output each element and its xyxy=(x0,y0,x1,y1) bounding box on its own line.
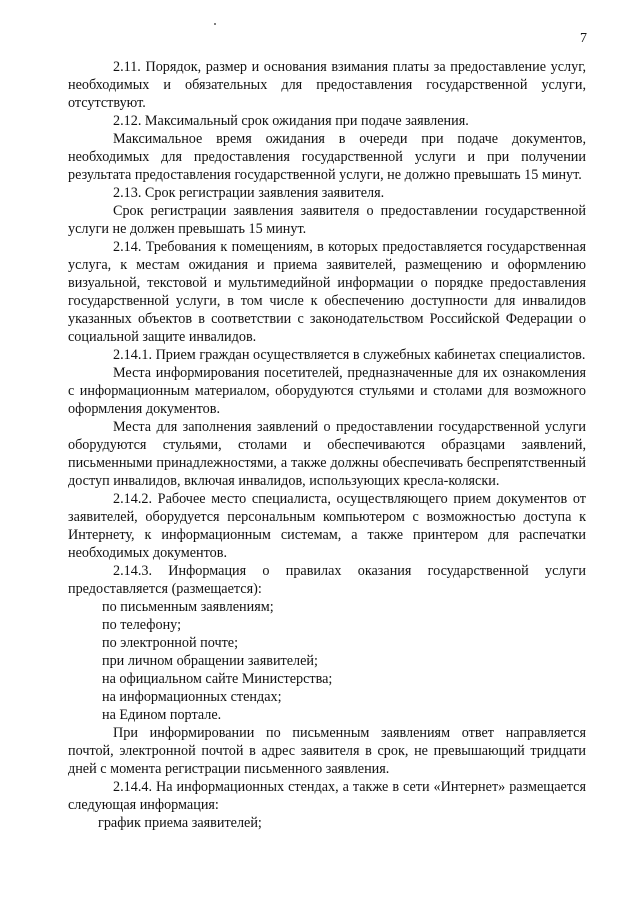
paragraph-2-13: 2.13. Срок регистрации заявления заявителя. xyxy=(113,185,385,201)
paragraph-2-14-4: 2.14.4. На информационных стендах, а также в сети «Интернет» размещается следующая информация: xyxy=(68,779,586,813)
document-body xyxy=(68,58,586,832)
paragraph-2-14-1: 2.14.1. Прием граждан осуществляется в служебных кабинетах специалистов. xyxy=(113,347,586,363)
scan-speck xyxy=(214,23,216,25)
list-item: при личном обращении заявителей; xyxy=(102,653,318,669)
list-item: на официальном сайте Министерства; xyxy=(102,671,333,687)
paragraph-2-12: 2.12. Максимальный срок ожидания при подаче заявления. xyxy=(113,113,469,129)
paragraph-application-places: Места для заполнения заявлений о предоставлении государственной услуги оборудуются стульями, столами и обеспечиваются образцами заявлений, письменными принадлежностями, а также должны обеспечивать беспрепятственный доступ инвалидов, включая инвалидов, использующих кресла-коляски. xyxy=(68,419,586,489)
list-item: по письменным заявлениям; xyxy=(102,599,274,615)
list-item: на Едином портале. xyxy=(102,707,222,723)
paragraph-max-wait: Максимальное время ожидания в очереди при подаче документов, необходимых для предоставления государственной услуги и при получении результата предоставления государственной услуги, не должно превышать 15 минут. xyxy=(68,131,586,183)
paragraph-2-14-3: 2.14.3. Информация о правилах оказания государственной услуги предоставляется (размещается): xyxy=(68,563,586,597)
info-channels-list xyxy=(68,598,586,724)
paragraph-info-places: Места информирования посетителей, предназначенные для их ознакомления с информационным материалом, оборудуются стульями и столами для возможного оформления документов. xyxy=(68,365,586,417)
list-item: по электронной почте; xyxy=(102,635,239,651)
list-item: на информационных стендах; xyxy=(102,689,282,705)
paragraph-2-14: 2.14. Требования к помещениям, в которых предоставляется государственная услуга, к местам ожидания и приема заявителей, размещению и оформлению визуальной, текстовой и мультимедийной информации о порядке предоставления государственной услуги, в том числе к обеспечению доступности для инвалидов указанных объектов в соответствии с законодательством Российской Федерации о социальной защите инвалидов. xyxy=(68,239,586,345)
paragraph-2-11: 2.11. Порядок, размер и основания взимания платы за предоставление услуг, необходимых и обязательных для предоставления государственной услуги, отсутствуют. xyxy=(68,59,586,111)
paragraph-registration-term: Срок регистрации заявления заявителя о предоставлении государственной услуги не должен превышать 15 минут. xyxy=(68,203,586,237)
paragraph-written-replies: При информировании по письменным заявлениям ответ направляется почтой, электронной почтой в адрес заявителя в срок, не превышающий тридцати дней с момента регистрации письменного заявления. xyxy=(68,725,586,777)
list-item: по телефону; xyxy=(102,617,182,633)
paragraph-2-14-2: 2.14.2. Рабочее место специалиста, осуществляющего прием документов от заявителей, оборудуется персональным компьютером с возможностью доступа к Интернету, к информационным системам, а также принтером для распечатки необходимых документов. xyxy=(68,491,586,561)
page-number: 7 xyxy=(580,31,587,46)
list-item: график приема заявителей; xyxy=(98,815,262,831)
